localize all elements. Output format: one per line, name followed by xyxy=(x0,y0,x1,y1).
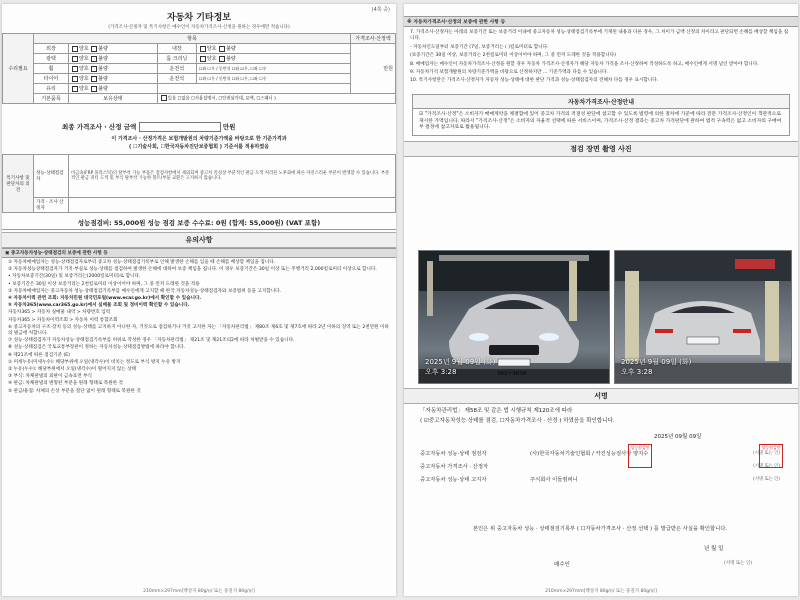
checkbox[interactable] xyxy=(91,46,97,52)
special-table: 특기사항 및 판단자의 의견 성능·상태점검자 비금속(FRP 플라스틱)의 탈부착 가능 부품은 점검사항에서 제외되며 중고차 특성상 부분적인 판금 도색 처리된 노후화에 따른 자연스러운 부분이 발생할 수 있습니다. 부분적인 판금 퍼티 도색 및 부식 탈부착 가능한 볼트/부품 교환은 고지하지 않습니다. 가격 · 조사 산정자 xyxy=(2,154,396,213)
notice-title: 유의사항 xyxy=(2,232,396,248)
right-head-bar: ※ 자동차가격조사·산정의 보증에 관한 사항 등 xyxy=(404,16,798,27)
table-row: 외장 양호 불량 내장 양호 불량 만원 xyxy=(3,44,396,54)
category-repair: 수리필요 xyxy=(3,34,34,104)
left-page xyxy=(2,4,396,596)
photo-title: 점검 장면 촬영 사진 xyxy=(404,141,798,157)
checkbox[interactable] xyxy=(200,46,206,52)
notice-item: 자동차365 > 자동차이력조회 > 자동차 이력 통합조회 xyxy=(8,317,118,323)
page-footer: 210mm×297mm[백상지 80g/㎡ 또는 중질지 80g/㎡] xyxy=(143,589,255,594)
notice-item: ③ 자동차매매업자는 중고자동차 성능·상태점검기록부를 매수인에게 고지할 때 한국 자동차성능·상태점검자와 보증범위 등을 고지합니다. xyxy=(8,288,282,294)
inspection-photo-1 xyxy=(418,250,610,384)
sign-value: (사)한국자동차기술인협회 / 카진성능검사장 양지수 xyxy=(530,451,649,457)
plate-label: 302무3038 xyxy=(497,371,527,377)
checkbox[interactable] xyxy=(72,46,78,52)
final-price: 최종 가격조사 · 산정 금액 만원 xyxy=(62,123,236,131)
photo-date: 2025년 9월 09일 (화) xyxy=(621,358,692,366)
notice-item: ⑥ 중고자동차의 구조·장치 등의 성능·상태를 고지하지 아니한 자, 거짓으로 점검하거나 거짓 고지한 자는 「자동차관리법」 제80조 제6호 및 제7호에 따라 2년 이하의 징역 또는 2천만원 이하의 벌금에 처합니다. xyxy=(8,324,389,337)
notice-box-title: 자동차가격조사·산정안내 xyxy=(413,95,789,109)
special-label: 특기사항 및 판단자의 의견 xyxy=(3,155,34,213)
photo-date: 2025년 9월 09일 (화) xyxy=(425,358,496,366)
right-item: 8. 매매업자는 매수인이 자동차가격조사·산정을 원할 경우 자동차 가격조사·산정자가 해당 자동차 가격을 조사·산정하여 작성하도록 하고, 매수인에게 서명 날인 받아야 합니다. xyxy=(410,61,759,67)
sign-note: (서명 또는 인) xyxy=(753,477,780,482)
notice-item: ② 자동차성능상태점검자가 거짓·부실로 성능·상태를 점검하여 발생한 손해에 대하여 보증 책임을 집니다. 이 경우 보증기간은 30일 이상 또는 주행거리 2,000킬로미터 이상으로 합니다. xyxy=(8,267,377,273)
checkbox[interactable] xyxy=(219,46,225,52)
photo-time: 오후 3:28 xyxy=(425,368,457,376)
sign-row xyxy=(420,462,780,470)
table-row: 유리 양호 불량 xyxy=(3,84,396,94)
buyer-label: 매수인 xyxy=(554,562,570,568)
notice-box xyxy=(412,94,790,136)
notice-box-text: ☑ "가격조사·산정"은 소비자가 매매계약을 체결함에 있어 중고차 가격의 적절성 판단에 참고할 수 있도록 법령에 의한 절차에 가준에 따라 전문 가격조사·산정인이 객관적으로 제시한 가액입니다. 따라서 "가격조사·산정"은 소비자의 자율적 선택에 따른 서비스이며, 가격조사·산정 결과는 중고차 가격판단에 관하여 법적 구속력은 없고 소비자의 구매여부 결정에 참고자료로 활용됩니다. xyxy=(419,111,782,131)
special-text: 비금속(FRP 플라스틱)의 탈부착 가능 부품은 점검사항에서 제외되며 중고차 특성상 부분적인 판금 도색 처리된 노후화에 따른 자연스러운 부분이 발생할 수 있습니다. 부분적인 판금 퍼티 도색 및 부식 탈부착 가능한 볼트/부품 교환은 고지하지 않습니다. xyxy=(69,155,396,198)
right-item: 7. 가격조사·산정자는 아래의 보증기간 또는 보증거리 이내에 중고자동차 성능·상태점검기록부에 기재된 내용과 다른 경우, 그 차이가 금액 산정의 차이라고 판단되면 손해를 배상할 책임을 집니다. xyxy=(410,30,789,42)
header-price: 가격조사·산정액 xyxy=(351,34,396,44)
repair-table xyxy=(2,33,396,104)
notice-item: ⑤ 자동차365(www.car365.go.kr)에서 실매물 조회 및 정비이력 확인할 수 있습니다. xyxy=(8,303,190,309)
photo-time: 오후 3:28 xyxy=(621,368,653,376)
confirm-line: ( ☑중고자동차성능·상태를 점검, ☐자동차가격조사 · 산정 ) 하였음을 확인합니다. xyxy=(420,418,615,424)
notice-item: ⑤ 판금/용접: 차체의 손상 부분을 절단 없이 원래 형태로 복원한 것 xyxy=(8,388,141,394)
right-item: - 자동차인도일부터 보증기간 (7일, 보증거리는 ( )킬로미터로 합니다. xyxy=(410,44,549,50)
buyer-sign: (서명 또는 인) xyxy=(724,561,753,566)
notice-item: 자동차365 > 자동차 실매물 내역 > 차량번호 입력 xyxy=(8,310,111,316)
price-unit: 만원 xyxy=(351,44,396,94)
notice-item: ① 미세누유(미세누수): 해당부위에 오일(냉각수)이 비치는 정도로 부식 방지 누유 방지 xyxy=(8,359,181,365)
sign-row xyxy=(420,449,780,457)
sign-row xyxy=(420,475,780,483)
notice-item: ③ 부식: 차체판넬의 외판이 금속표면 부식 xyxy=(8,374,92,380)
insurer-line2: ( ☐기술사회, ☐한국자동차진단보증협회 ) 기준서를 적용하였음 xyxy=(128,144,270,150)
notice-item: ① 자동차매매업자는 성능·상태점검자로부터 중고차 성능·상태점검기록부로 인해 발생한 손해를 입을 때 손해를 배상할 책임을 집니다. xyxy=(8,260,276,265)
insurer-line1: 이 가격조사 · 산정가격은 보험개발원의 차량기준가액을 바탕으로 한 기준가격과 xyxy=(111,136,287,142)
right-item: 9. 자동차가격 보험개발원의 차량기준가액을 바탕으로 산정하지만 ... 기준가액과 다를 수 있습니다. xyxy=(410,70,608,76)
header-item: 항목 xyxy=(34,34,351,44)
issued-line: 본인은 위 중고자동차 성능 · 상태점검기록부 ( ☐자동차가격조사 · 산정 선택 ) 를 발급받은 사실을 확인합니다. xyxy=(472,526,728,532)
page-footer: 210mm×297mm[백상지 80g/㎡ 또는 중질지 80g/㎡] xyxy=(545,589,657,594)
page-title: 자동차 기타정보 xyxy=(167,13,231,23)
notice-section xyxy=(2,232,396,397)
right-page xyxy=(404,4,798,596)
notice-item: • 자동차보증기간(30일) 및 보증거리는(2000킬로미터)로 합니다. xyxy=(8,274,141,280)
sign-role: 중고자동차 성능·상태 고지자 xyxy=(420,477,487,483)
date-line: 2025년 09월 09일 xyxy=(654,434,702,440)
date-blank: 년 월 일 xyxy=(704,546,724,552)
sign-role: 중고자동차 가격조사 · 산정자 xyxy=(420,464,489,470)
category-basic: 기본품목 xyxy=(34,94,69,104)
sign-note: (서명 또는 인) xyxy=(753,464,780,469)
notice-item: ④ 자동차이력 관련 조회: 자동차민원 대국민포털(www.ecar.go.kr)에서 확인할 수 있습니다. xyxy=(8,296,202,302)
table-row: 휠 양호 불량 운전석 ☐좌 ☐우 / 동반석 ☐좌 ☑우, ☐좌 ☐우 xyxy=(3,64,396,74)
page-number: (4쪽 중) xyxy=(371,7,390,13)
notice-item: • 보증기간은 30일 이상 보증거리는 2천킬로미터 이상이어야 하며, 그 중 먼저 도래한 것을 적용 xyxy=(8,281,200,287)
inspection-photo-2 xyxy=(614,250,792,384)
page-subtitle: (가격조사·산정자 및 특기사항은 매수인이 자동차가격조사·산정을 원하는 경우에만 적습니다) xyxy=(108,25,290,30)
sign-note: (서명 또는 인) xyxy=(753,451,780,456)
table-row: 기본품목 보유상태 있음 ☐없음 ☐사용설명서, ☐안전삼각대, ☑잭, ☐스패너 ) xyxy=(3,94,396,104)
law-line: 「자동차관리법」 제58조 및 같은 법 시행규칙 제120조에 따라 xyxy=(420,408,573,414)
cost-line: 성능점검비: 55,000원 성능 점검 보증 수수료: 0원 (합계: 55,000원) (VAT 포함) xyxy=(2,216,396,230)
right-item: (보증기간은 30일 이상, 보증거리는 2천킬로미터 이상이어야 하며, 그 중 먼저 도래한 것을 적용합니다) xyxy=(410,53,616,59)
notice-item: ④ 판금: 차체판넬의 변형된 부분을 원래 형태로 복원한 것 xyxy=(8,381,123,387)
notice-item: ② 누유(누수): 해당부위에서 오일(냉각수)이 떨어지지 않는 상태 xyxy=(8,367,137,373)
table-row: 타이어 양호 불량 운전석 ☐좌 ☐우 / 동반석 ☐좌 ☐우, ☐좌 ☐우 xyxy=(3,74,396,84)
sign-rows xyxy=(420,444,780,488)
table-row: 광택 양호 불량 룸 크리닝 양호 불량 xyxy=(3,54,396,64)
notice-item: ⑦ 성능·상태점검자가 자동차성능·상태점검기록부를 허위로 작성한 경우 「자동차관리법」 제21조 및 제21조의2에 따라 처벌받을 수 있습니다. xyxy=(8,338,295,344)
right-item-list xyxy=(404,27,798,88)
notice-bar: ▣ 중고자동차성능·상태점검의 보증에 관한 사항 등 xyxy=(2,248,396,258)
stamp: 성능점검인 xyxy=(759,444,783,468)
notice-item: ⑧ 성능·상태점검은 국토교통부장관이 정하는 자동차성능·상태점검방법에 따라야 합니다. xyxy=(8,345,186,351)
right-item: 10. 특기사항란은 가격조사·산정자가 자동차 성능·상태에 대한 판단 가격과 성능·상태점검자의 견해차 다를 경우 표시합니다. xyxy=(410,78,659,84)
notice-list xyxy=(2,258,396,397)
sign-role: 중고자동차 성능·상태 점검자 xyxy=(420,451,487,457)
sign-value: 주식회사 이들컴퍼니 xyxy=(530,477,578,483)
stamp: 성능점검인 xyxy=(628,444,652,468)
sign-title: 서명 xyxy=(404,388,798,404)
notice-item: ※ 제21조에 따른 점검기준 (E) xyxy=(8,352,70,358)
